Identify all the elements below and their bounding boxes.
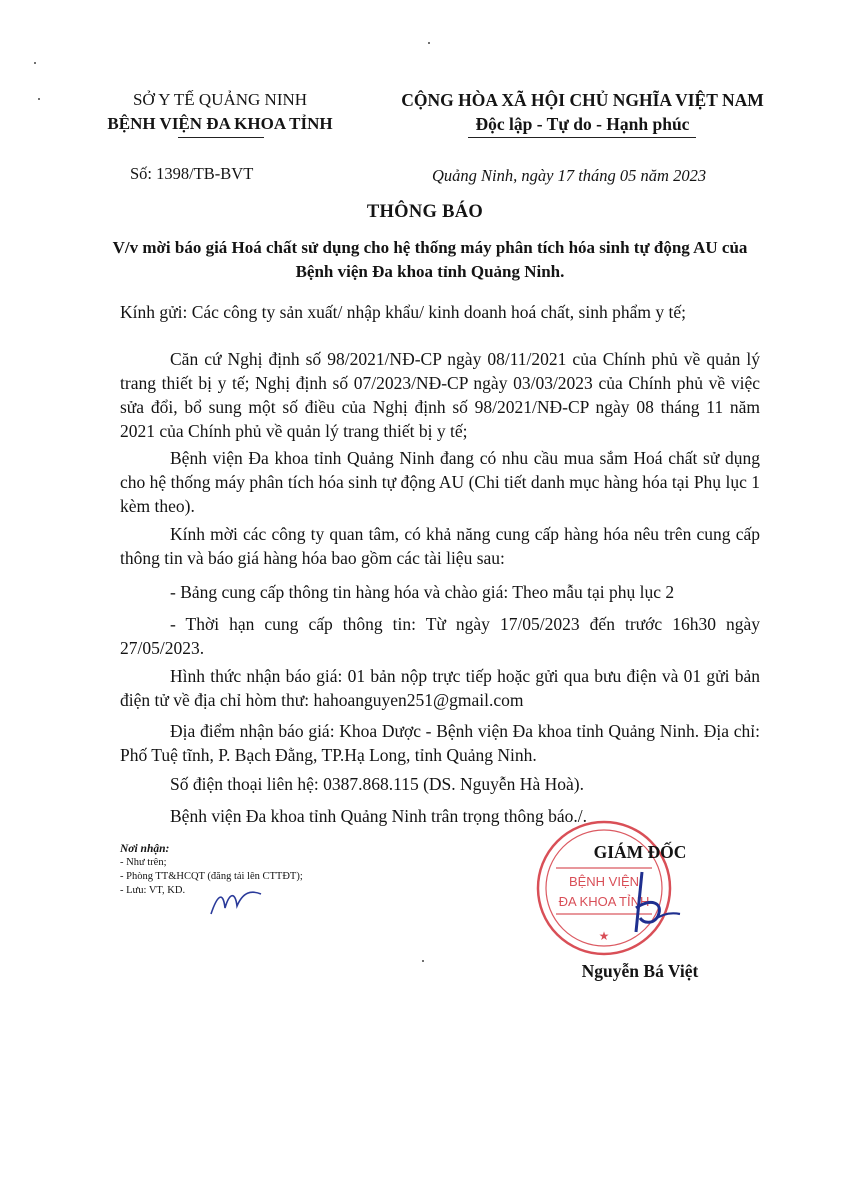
document-number: Số: 1398/TB-BVT <box>130 164 254 183</box>
paragraph-phone: Số điện thoại liên hệ: 0387.868.115 (DS. Nguyễn Hà Hoà). <box>170 774 584 794</box>
paragraph-location: Địa điểm nhận báo giá: Khoa Dược - Bệnh viện Đa khoa tỉnh Quảng Ninh. Địa chỉ: Phố Tuệ tĩnh, P. Bạch Đằng, TP.Hạ Long, tỉnh Quảng Ninh. <box>120 721 760 765</box>
document-subject: V/v mời báo giá Hoá chất sử dụng cho hệ thống máy phân tích hóa sinh tự động AU của Bệnh viện Đa khoa tỉnh Quảng Ninh. <box>112 238 748 281</box>
paragraph-deadline: - Thời hạn cung cấp thông tin: Từ ngày 17/05/2023 đến trước 16h30 ngày 27/05/2023. <box>120 614 760 658</box>
national-motto: Độc lập - Tự do - Hạnh phúc <box>475 114 690 134</box>
issuer-unit: BỆNH VIỆN ĐA KHOA TỈNH <box>107 114 333 133</box>
paragraph-need: Bệnh viện Đa khoa tỉnh Quảng Ninh đang có nhu cầu mua sắm Hoá chất sử dụng cho hệ thống máy phân tích hóa sinh tự động AU (Chi tiết danh mục hàng hóa tại Phụ lục 1 kèm theo). <box>120 448 760 516</box>
document-title: THÔNG BÁO <box>366 202 484 222</box>
initials-mark <box>205 886 265 920</box>
issuer-underline <box>178 137 264 138</box>
paragraph-legal-basis: Căn cứ Nghị định số 98/2021/NĐ-CP ngày 08/11/2021 của Chính phủ về quản lý trang thiết bị y tế; Nghị định số 07/2023/NĐ-CP ngày 03/03/2023 của Chính phủ về việc sửa đổi, bổ sung một số điều của Nghị định số 98/2021/NĐ-CP ngày 08 tháng 11 năm 2021 của Chính phủ về quản lý trang thiết bị y tế; <box>120 349 760 441</box>
recipients-item: - Như trên; <box>120 857 167 868</box>
scan-speck <box>38 98 40 100</box>
nation-name: CỘNG HÒA XÃ HỘI CHỦ NGHĨA VIỆT NAM <box>401 90 764 110</box>
paragraph-form: - Bảng cung cấp thông tin hàng hóa và chào giá: Theo mẫu tại phụ lục 2 <box>170 582 675 602</box>
recipients-item: - Lưu: VT, KD. <box>120 885 186 896</box>
paragraph-closing: Bệnh viện Đa khoa tỉnh Quảng Ninh trân trọng thông báo./. <box>170 806 588 826</box>
national-header <box>385 88 780 136</box>
scan-speck <box>422 960 424 962</box>
svg-text:BỆNH VIỆN: BỆNH VIỆN <box>568 874 640 889</box>
recipients-heading: Nơi nhận: <box>120 843 170 855</box>
issuer-department: SỞ Y TẾ QUẢNG NINH <box>132 90 308 109</box>
svg-text:ĐA KHOA TỈNH: ĐA KHOA TỈNH <box>558 894 650 909</box>
issuer-block <box>95 88 345 136</box>
recipient-line: Kính gửi: Các công ty sản xuất/ nhập khẩu/ kinh doanh hoá chất, sinh phẩm y tế; <box>120 302 686 322</box>
issue-date: Quảng Ninh, ngày 17 tháng 05 năm 2023 <box>432 166 707 185</box>
paragraph-invitation: Kính mời các công ty quan tâm, có khả năng cung cấp hàng hóa nêu trên cung cấp thông tin và báo giá hàng hóa bao gồm các tài liệu sau: <box>120 524 760 568</box>
handwritten-signature <box>624 868 684 938</box>
scan-speck <box>34 62 36 64</box>
svg-text:★: ★ <box>598 929 610 943</box>
motto-underline <box>468 137 696 138</box>
scan-speck <box>428 42 430 44</box>
paragraph-submission: Hình thức nhận báo giá: 01 bản nộp trực tiếp hoặc gửi qua bưu điện và 01 gửi bản điện tử về địa chỉ hòm thư: hahoanguyen251@gmail.com <box>120 666 760 710</box>
signer-title: GIÁM ĐỐC <box>593 842 687 862</box>
recipients-item: - Phòng TT&HCQT (đăng tải lên CTTĐT); <box>120 871 303 882</box>
signer-name: Nguyễn Bá Việt <box>581 961 699 981</box>
